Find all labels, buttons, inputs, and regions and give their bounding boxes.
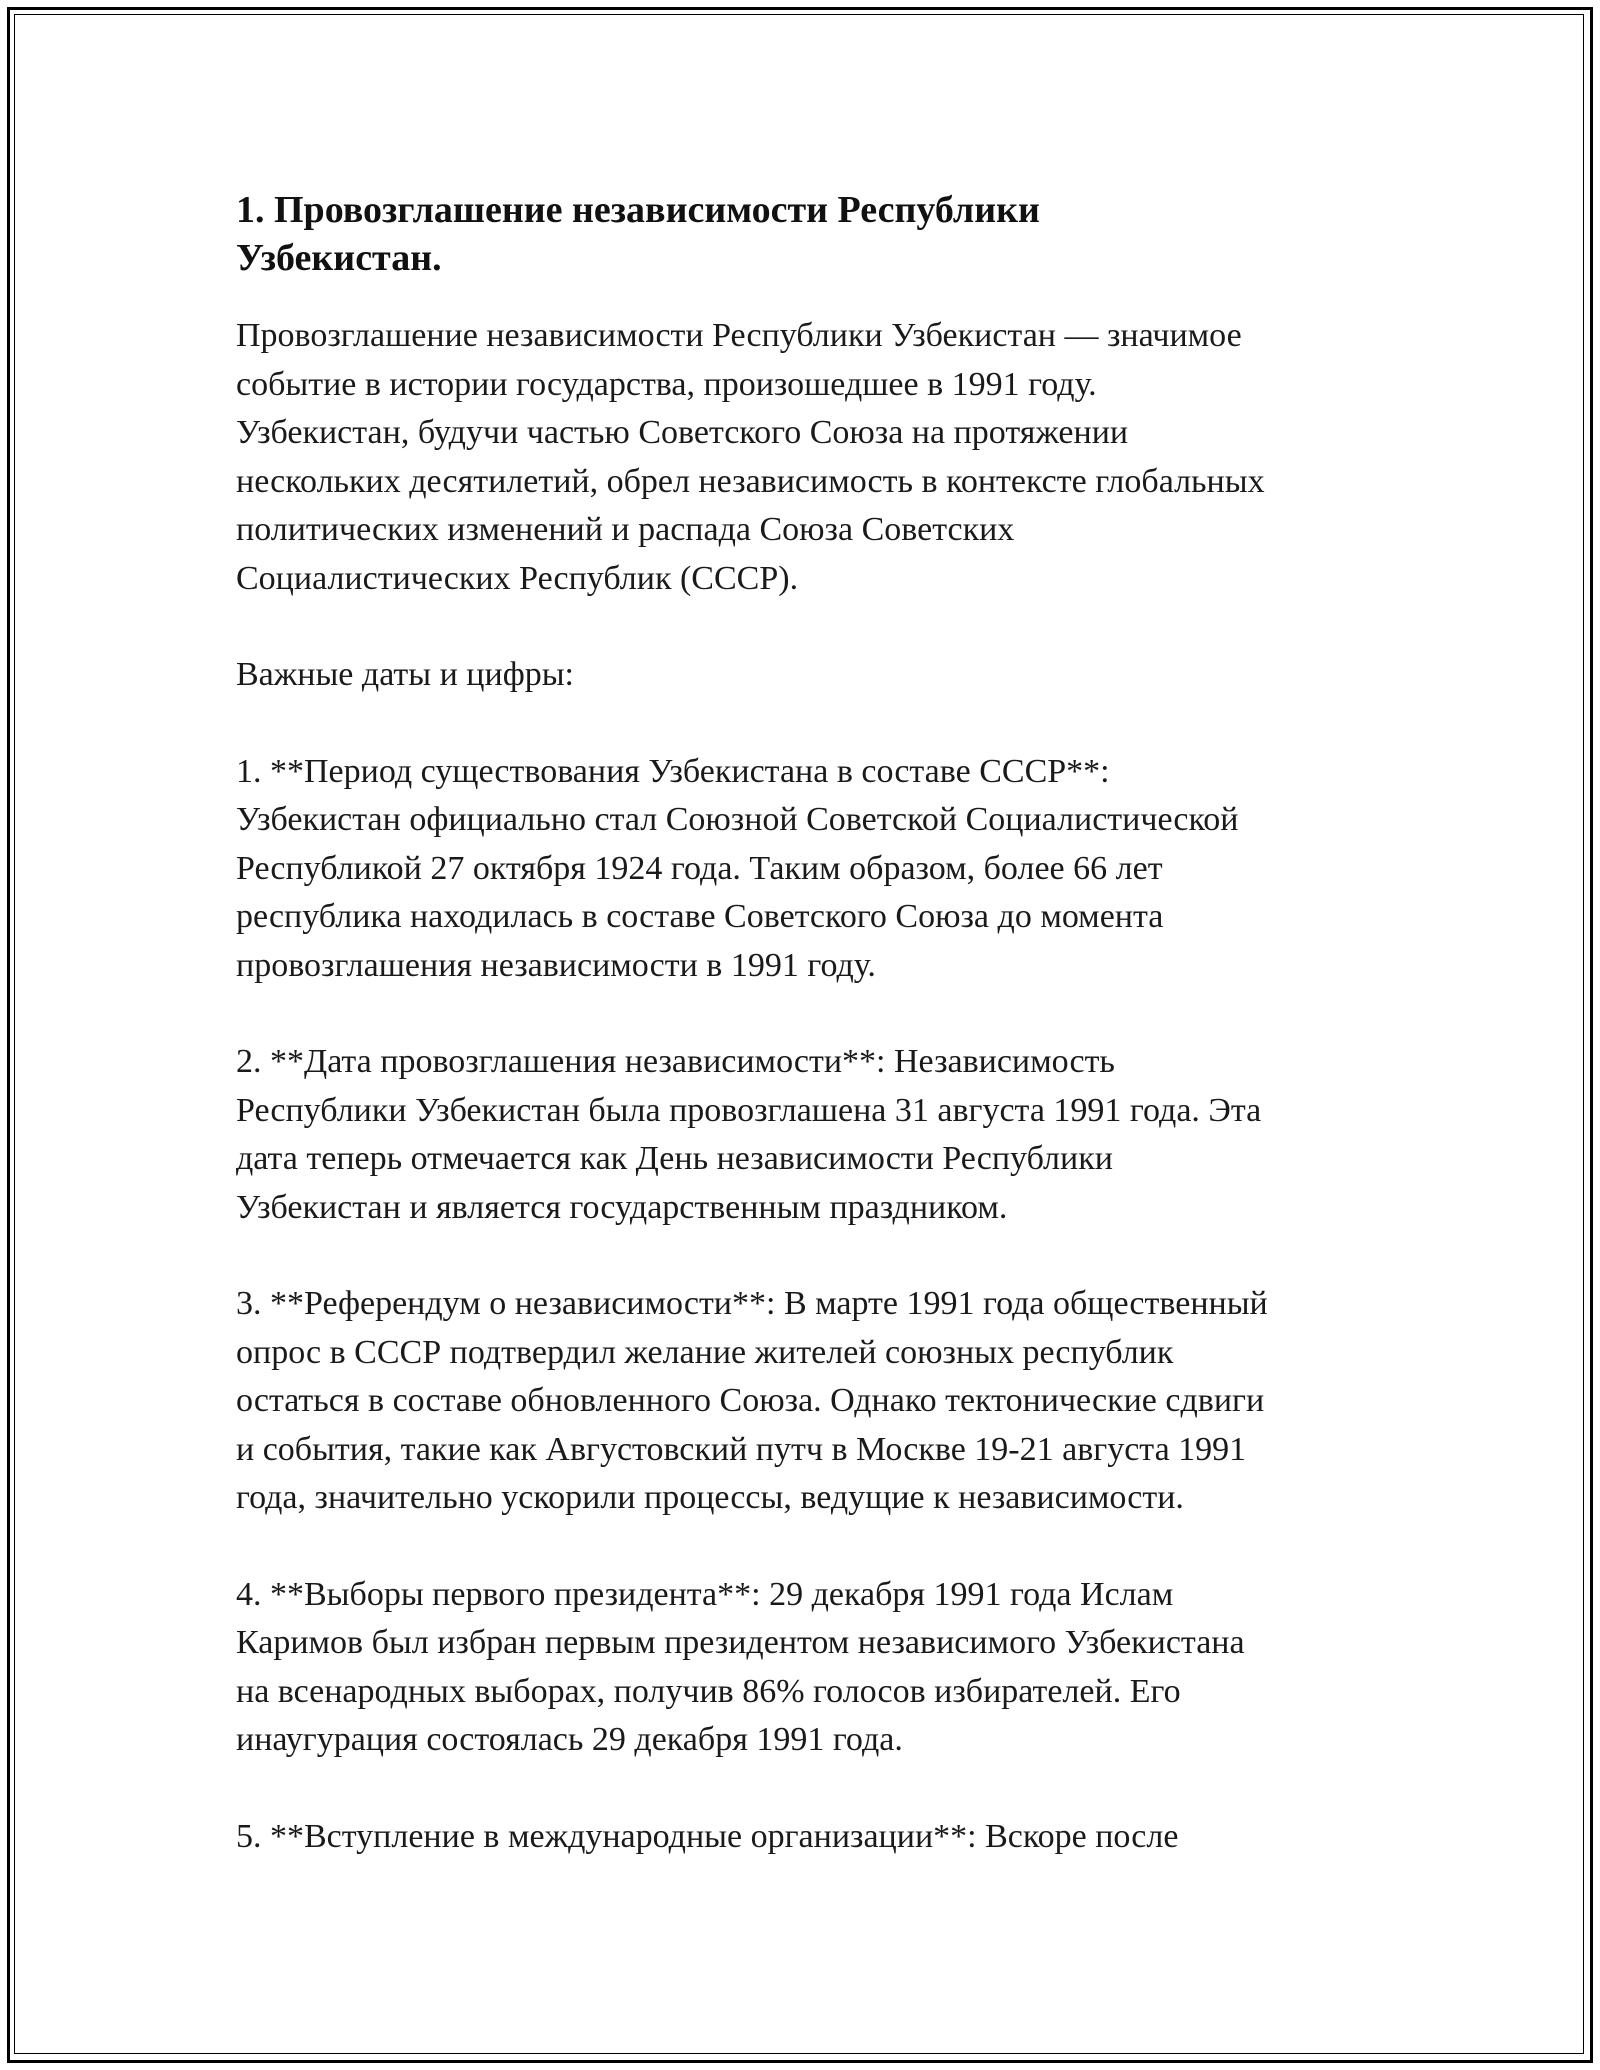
text-line: Узбекистан и является государственным праздником.	[236, 1188, 1008, 1226]
text-line: опрос в СССР подтвердил желание жителей союзных республик	[236, 1333, 1174, 1371]
document-page	[236, 186, 1366, 1861]
subheading-paragraph	[236, 651, 1366, 700]
text-line: 5. **Вступление в международные организации**: Вскоре после	[236, 1817, 1179, 1855]
text-line: инаугурация состоялась 29 декабря 1991 года.	[236, 1721, 903, 1758]
heading-line: Узбекистан.	[236, 237, 442, 279]
text-line: 3. **Референдум о независимости**: В марте 1991 года общественный	[236, 1285, 1268, 1322]
list-item	[236, 1038, 1366, 1232]
text-line: и события, такие как Августовский путч в Москве 19-21 августа 1991	[236, 1430, 1247, 1468]
text-line: провозглашения независимости в 1991 году.	[236, 946, 876, 984]
subheading-text: Важные даты и цифры:	[236, 656, 575, 693]
heading-line: 1. Провозглашение независимости Республики	[236, 189, 1040, 231]
text-line: Узбекистан официально стал Союзной Советской Социалистической	[236, 801, 1239, 838]
text-line: года, значительно ускорили процессы, ведущие к независимости.	[236, 1479, 1184, 1516]
text-line: Республики Узбекистан была провозглашена 31 августа 1991 года. Эта	[236, 1091, 1262, 1129]
list-item	[236, 748, 1366, 991]
list-item	[236, 1280, 1366, 1523]
text-line: республика находилась в составе Советского Союза до момента	[236, 898, 1164, 935]
text-line: Провозглашение независимости Республики Узбекистан — значимое	[236, 317, 1242, 354]
list-item	[236, 1813, 1366, 1862]
intro-paragraph	[236, 312, 1366, 603]
text-line: нескольких десятилетий, обрел независимость в контексте глобальных	[236, 462, 1265, 500]
text-line: дата теперь отмечается как День независимости Республики	[236, 1140, 1113, 1177]
text-line: 2. **Дата провозглашения независимости**: Независимость	[236, 1043, 1115, 1080]
text-line: Каримов был избран первым президентом независимого Узбекистана	[236, 1624, 1245, 1661]
text-line: Узбекистан, будучи частью Советского Союза на протяжении	[236, 414, 1129, 451]
text-line: 4. **Выборы первого президента**: 29 декабря 1991 года Ислам	[236, 1575, 1174, 1613]
text-line: политических изменений и распада Союза Советских	[236, 511, 1015, 548]
text-line: событие в истории государства, произошедшее в 1991 году.	[236, 365, 1097, 403]
text-line: Социалистических Республик (СССР).	[236, 559, 799, 597]
text-line: Республикой 27 октября 1924 года. Таким образом, более 66 лет	[236, 849, 1163, 887]
list-item	[236, 1571, 1366, 1765]
text-line: 1. **Период существования Узбекистана в составе СССР**:	[236, 752, 1110, 790]
section-heading	[236, 186, 1366, 282]
text-line: на всенародных выборах, получив 86% голосов избирателей. Его	[236, 1672, 1181, 1710]
text-line: остаться в составе обновленного Союза. Однако тектонические сдвиги	[236, 1382, 1265, 1419]
